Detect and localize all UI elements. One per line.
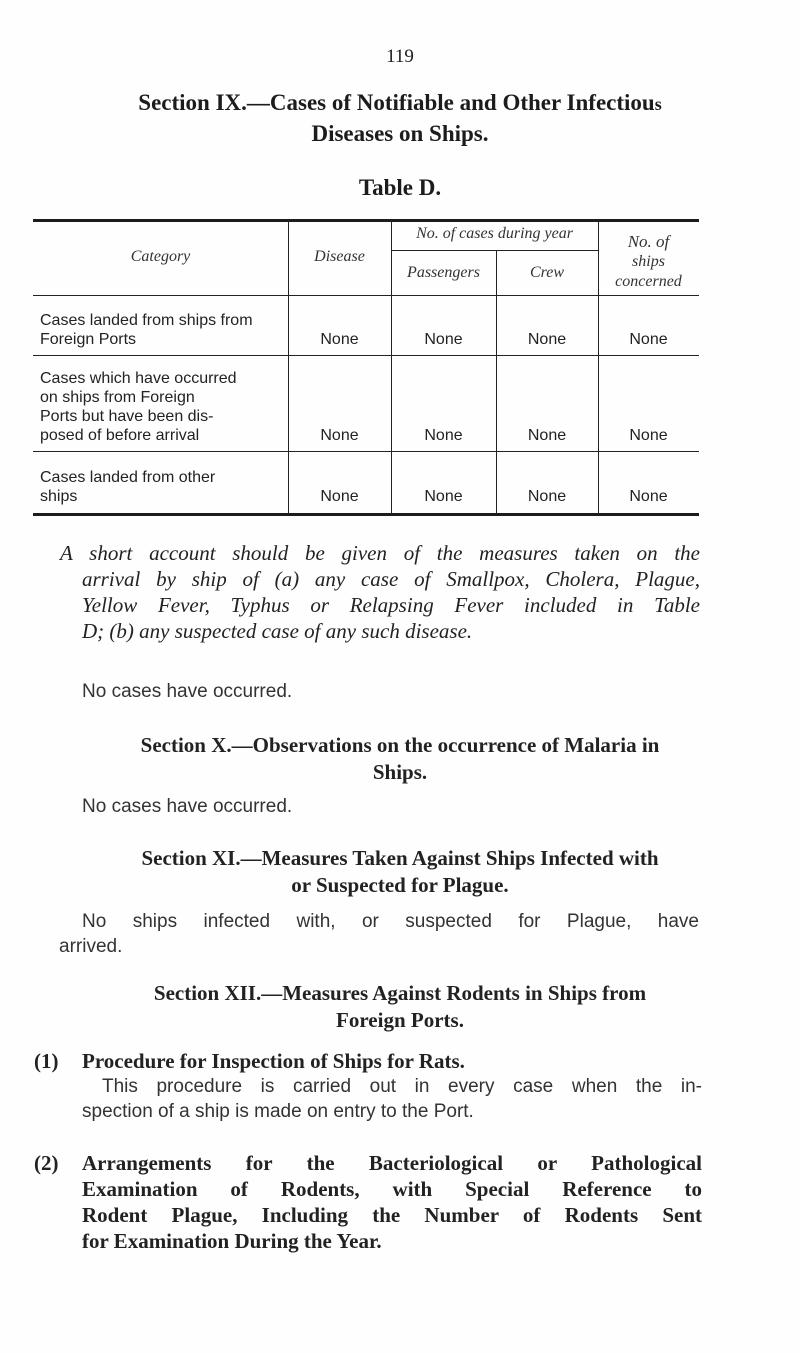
row3-passengers: None	[424, 488, 463, 505]
item-1-heading: Procedure for Inspection of Ships for Rats.	[82, 1049, 465, 1073]
row2-ships: None	[629, 427, 668, 444]
col-divider-3	[496, 251, 497, 513]
item-2-heading: Arrangements for the Bacteriological or Pathological Examination of Rodents, with Special Reference to Rodent Plague, Including the Number of Rodents Sent for Examination During the Year.	[82, 1151, 702, 1253]
item-1-body: This procedure is carried out in every case when the in- spection of a ship is made on entry to the Port.	[82, 1076, 702, 1122]
table-bottom-rule	[33, 513, 699, 516]
account-paragraph: A short account should be given of the measures taken on the arrival by ship of (a) any case of Smallpox, Cholera, Plague, Yellow Fever, Typhus or Relapsing Fever included in Table D; (b) any suspected case of any such disease.	[60, 541, 700, 643]
header-passengers: Passengers	[407, 264, 480, 281]
row1-disease: None	[320, 331, 359, 348]
row2-crew: None	[527, 427, 567, 444]
header-bottom-rule	[33, 295, 699, 296]
row3-ships: None	[629, 488, 668, 505]
header-disease: Disease	[314, 248, 365, 265]
header-sub-rule	[391, 250, 598, 251]
header-ships: No. of ships concerned	[615, 232, 682, 290]
header-category: Category	[130, 248, 191, 265]
table-title: Table D.	[358, 175, 442, 200]
section-11-body: No ships infected with, or suspected for Plague, have arrived.	[59, 911, 699, 957]
section-11-heading: Section XI.—Measures Taken Against Ships Infected with or Suspected for Plague.	[141, 846, 659, 897]
row2-bottom-rule	[33, 451, 699, 452]
section-9-title-line1-tail: s	[654, 94, 662, 114]
row2-category: Cases which have occurred on ships from Foreign Ports but have been dis- posed of before arrival	[40, 370, 237, 444]
item-2-number: (2)	[34, 1151, 59, 1175]
row3-disease: None	[320, 488, 359, 505]
account-result: No cases have occurred.	[82, 681, 293, 702]
row1-ships: None	[629, 331, 668, 348]
row1-passengers: None	[424, 331, 463, 348]
section-9-heading	[0, 88, 800, 148]
row3-category: Cases landed from other ships	[40, 469, 216, 505]
header-cases-group: No. of cases during year	[416, 225, 573, 242]
section-9-title-line2: Diseases on Ships.	[311, 121, 489, 146]
row1-crew: None	[527, 331, 567, 348]
page-number: 119	[386, 46, 414, 67]
table-top-rule	[33, 219, 699, 222]
section-12-heading: Section XII.—Measures Against Rodents in Ships from Foreign Ports.	[153, 981, 647, 1032]
header-crew: Crew	[529, 264, 565, 281]
row2-passengers: None	[424, 427, 463, 444]
section-9-title-line1: Section IX.—Cases of Notifiable and Other Infectiou	[138, 90, 655, 115]
row1-category: Cases landed from ships from Foreign Ports	[40, 312, 253, 348]
section-10-result: No cases have occurred.	[82, 796, 293, 817]
row3-crew: None	[527, 488, 567, 505]
row2-disease: None	[320, 427, 359, 444]
row1-bottom-rule	[33, 355, 699, 356]
item-1-number: (1)	[34, 1049, 59, 1073]
section-10-heading: Section X.—Observations on the occurrence of Malaria in Ships.	[140, 733, 660, 784]
